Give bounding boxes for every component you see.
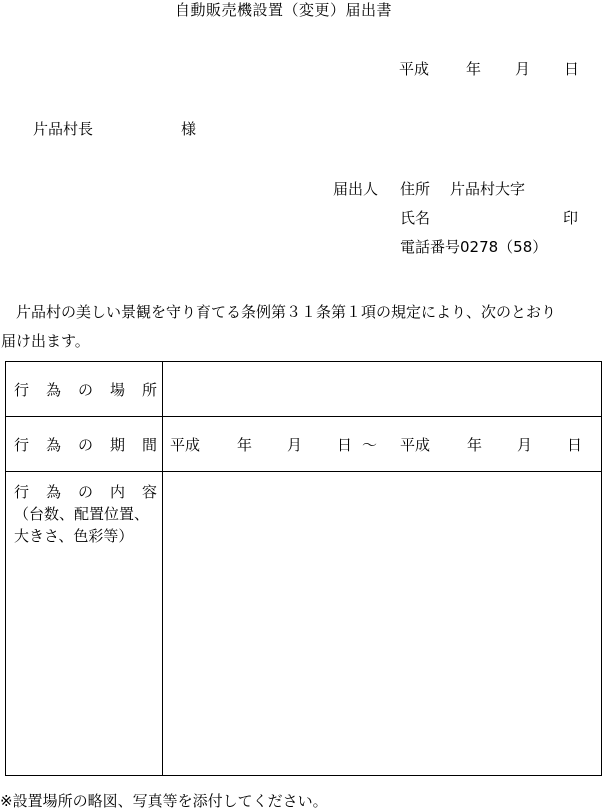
label-char: 内 [109, 483, 125, 501]
label-char: 行 [14, 483, 30, 501]
address-label: 住所 [400, 180, 431, 198]
label-char: 間 [141, 435, 157, 454]
table-row-location [6, 362, 602, 417]
telephone-number: 電話番号0278（58） [400, 238, 548, 256]
content-note-1: （台数、配置位置、 [14, 505, 150, 523]
content-note-2: 大きさ、色彩等） [14, 527, 134, 545]
notification-table [5, 361, 602, 776]
label-char: 為 [45, 380, 61, 399]
label-char: 為 [45, 435, 61, 454]
label-char: 容 [141, 483, 157, 501]
label-char: の [77, 435, 93, 454]
body-text [1, 298, 611, 356]
content-label-cell [6, 472, 163, 776]
document-title: 自動販売機設置（変更）届出書 [175, 1, 393, 19]
period-end-month: 月 [517, 435, 533, 454]
body-line-2: 届け出ます。 [1, 332, 90, 350]
applicant-label: 届出人 [333, 180, 379, 198]
location-label-cell [6, 362, 163, 417]
label-char: の [77, 483, 93, 501]
label-char: 行 [14, 380, 30, 399]
label-char: 所 [141, 380, 157, 399]
body-line-1: 片品村の美しい景観を守り育てる条例第３１条第１項の規定により、次のとおり [1, 303, 557, 321]
table-row-content [6, 472, 602, 776]
date-month: 月 [515, 60, 531, 78]
period-label-cell [6, 417, 163, 472]
period-start-year: 年 [237, 435, 253, 454]
period-end-day: 日 [567, 435, 583, 454]
period-start-month: 月 [287, 435, 303, 454]
label-char: 期 [109, 435, 125, 454]
label-char: の [77, 380, 93, 399]
date-year: 年 [466, 60, 482, 78]
address-value: 片品村大字 [450, 180, 526, 198]
footnote: ※設置場所の略図、写真等を添付してください。 [0, 792, 328, 810]
period-end-year: 年 [467, 435, 483, 454]
period-tilde: ～ [362, 435, 378, 454]
date-day: 日 [564, 60, 580, 78]
content-value-cell[interactable] [163, 472, 602, 776]
label-char: 行 [14, 435, 30, 454]
seal-mark: 印 [563, 209, 579, 227]
recipient-honorific: 様 [181, 120, 197, 138]
location-value-cell[interactable] [163, 362, 602, 417]
date-era: 平成 [399, 60, 430, 78]
label-char: 場 [109, 380, 125, 399]
label-char: 為 [45, 483, 61, 501]
period-value-cell[interactable] [163, 417, 602, 472]
period-start-era: 平成 [170, 435, 201, 454]
name-label: 氏名 [400, 209, 431, 227]
period-end-era: 平成 [400, 435, 431, 454]
period-start-day: 日 [337, 435, 353, 454]
table-row-period [6, 417, 602, 472]
recipient-name: 片品村長 [33, 120, 94, 138]
